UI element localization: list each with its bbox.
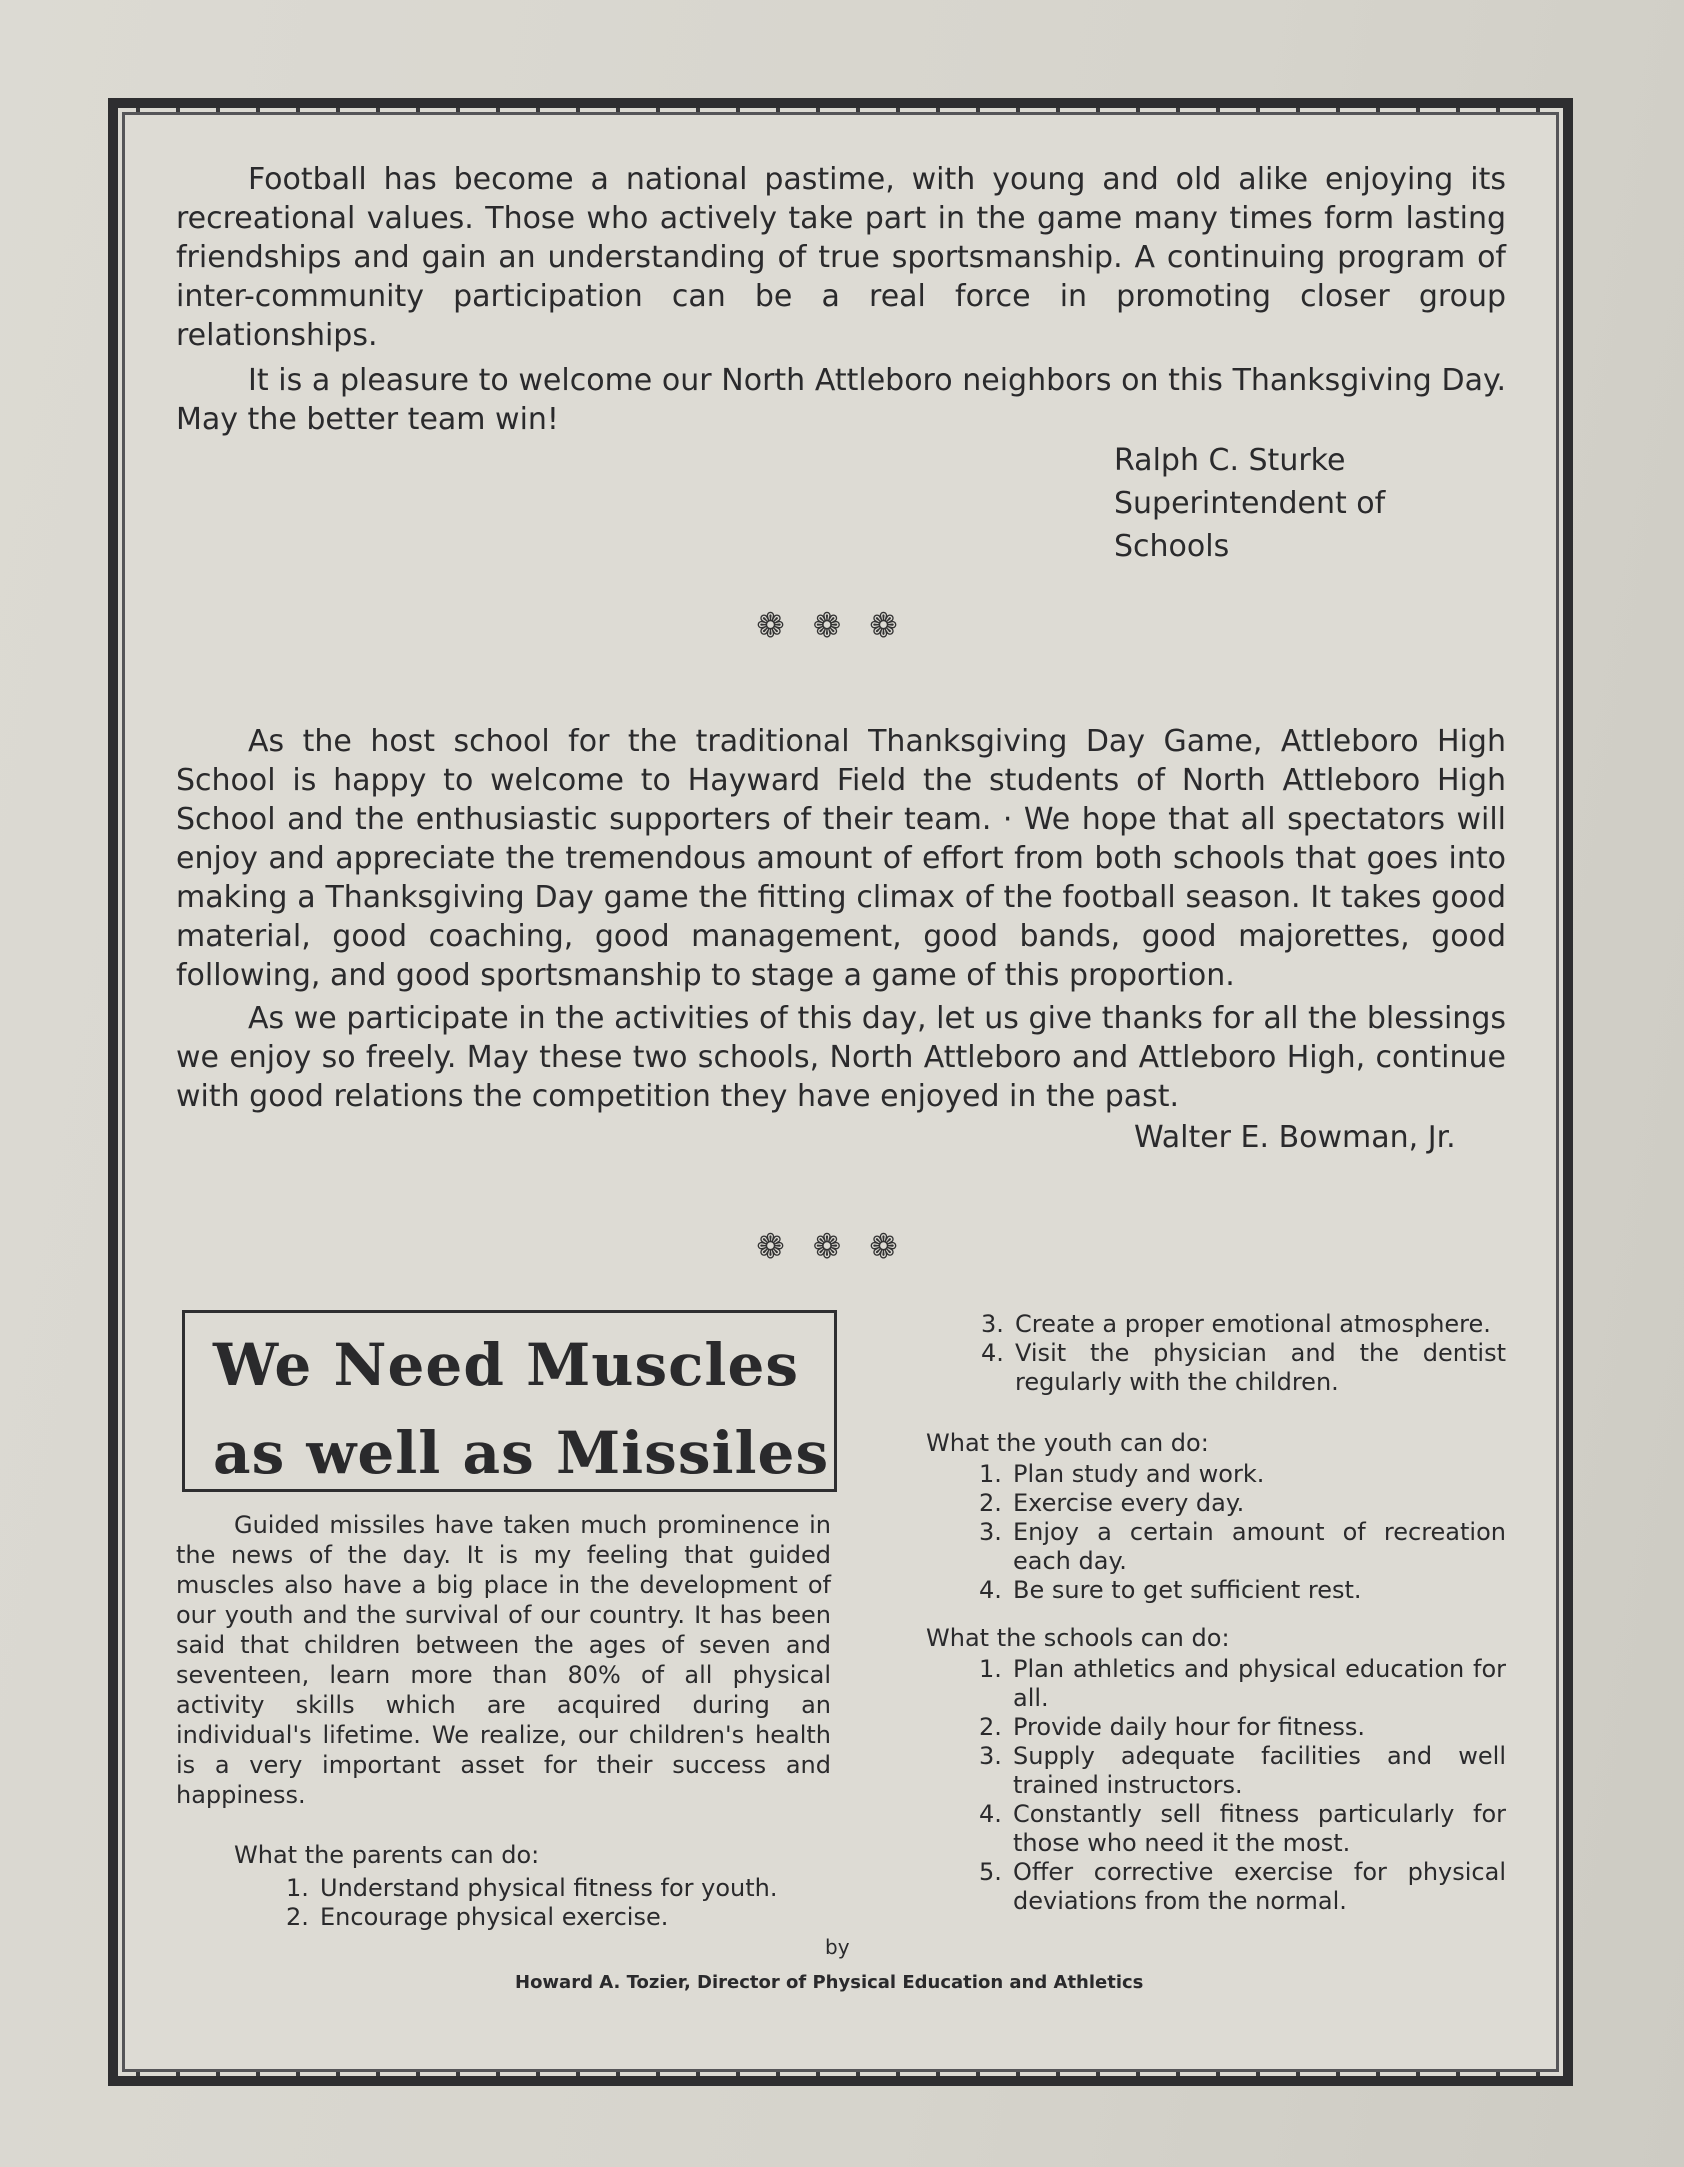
list-item: 1. Plan study and work. [979, 1460, 1265, 1488]
headline-line-2: as well as Missiles [213, 1419, 830, 1487]
parents-list-continued [981, 1310, 1506, 1397]
parents-list [234, 1874, 834, 1932]
schools-list [926, 1655, 1506, 1916]
list-item: 3. Supply adequate facilities and well trained instructors. [979, 1742, 1506, 1799]
ornament-divider-icon: ❁❁❁ [756, 606, 926, 646]
article-body: Guided missiles have taken much prominence in the news of the day. It is my feeling that guided muscles also have a big place in the development of our youth and the survival of our country. It has been said that children between the ages of seven and seventeen, learn more than 80% of all physical activity skills which are acquired during an individual's lifetime. We realize, our children's health is a very important asset for their success and happiness. [176, 1511, 831, 1809]
list-item: 4. Constantly sell fitness particularly for those who need it the most. [979, 1800, 1506, 1857]
youth-heading: What the youth can do: [926, 1429, 1209, 1457]
headline-line-1: We Need Muscles [213, 1331, 799, 1399]
article-right-column [981, 1310, 1506, 1397]
intro-signature [176, 439, 1506, 568]
byline-by: by [825, 1935, 850, 1959]
signature-title: Superintendent of Schools [1114, 486, 1386, 564]
host-paragraph-1: As the host school for the traditional Thanksgiving Day Game, Attleboro High School is happy to welcome to Hayward Field the students of North Attleboro High School and the enthusiastic supporters of their team. · We hope that all spectators will enjoy and appreciate the tremendous amount of effort from both schools that goes into making a Thanksgiving Day game the fitting climax of the football season. It takes good material, good coaching, good management, good bands, good majorettes, good following, and good sportsmanship to stage a game of this proportion. [176, 724, 1506, 993]
list-item: 3. Create a proper emotional atmosphere. [981, 1310, 1491, 1338]
youth-and-schools-column [926, 1412, 1506, 1916]
host-signature: Walter E. Bowman, Jr. [1134, 1120, 1456, 1155]
intro-paragraph-2: It is a pleasure to welcome our North Attleboro neighbors on this Thanksgiving Day. May the better team win! [176, 363, 1506, 437]
list-item: 5. Offer corrective exercise for physical deviations from the normal. [979, 1858, 1506, 1915]
list-item: 1. Understand physical fitness for youth. [286, 1874, 778, 1902]
list-item: 2. Provide daily hour for fitness. [979, 1713, 1366, 1741]
list-item: 1. Plan athletics and physical education for all. [979, 1655, 1506, 1712]
parents-heading: What the parents can do: [234, 1841, 540, 1869]
list-item: 3. Enjoy a certain amount of recreation each day. [979, 1518, 1506, 1575]
ornament-divider-icon: ❁❁❁ [756, 1227, 926, 1267]
article-headline [182, 1310, 837, 1492]
host-paragraph-2: As we participate in the activities of this day, let us give thanks for all the blessings we enjoy so freely. May these two schools, North Attleboro and Attleboro High, continue with good relations the competition they have enjoyed in the past. [176, 1001, 1506, 1114]
list-item: 2. Exercise every day. [979, 1489, 1245, 1517]
intro-paragraph-1: Football has become a national pastime, with young and old alike enjoying its recreational values. Those who actively take part in the game many times form lasting friendships and gain an understanding of true sportsmanship. A continuing program of inter-community participation can be a real force in promoting closer group relationships. [176, 162, 1506, 353]
signature-name: Ralph C. Sturke [1114, 443, 1346, 478]
youth-list [926, 1460, 1506, 1605]
page-content [176, 160, 1506, 2040]
list-item: 4. Visit the physician and the dentist regularly with the children. [981, 1339, 1506, 1396]
schools-heading: What the schools can do: [926, 1624, 1230, 1652]
list-item: 2. Encourage physical exercise. [286, 1903, 669, 1931]
list-item: 4. Be sure to get sufficient rest. [979, 1576, 1362, 1604]
parents-section [234, 1824, 834, 1932]
byline-credit: Howard A. Tozier, Director of Physical Education and Athletics [515, 1972, 1144, 1993]
